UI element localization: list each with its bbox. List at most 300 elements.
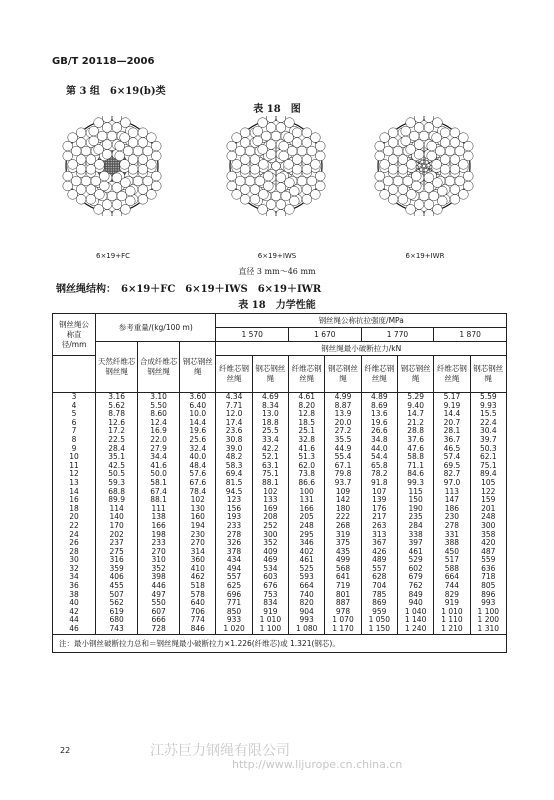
header-steel-core: 钢芯钢丝绳: [180, 342, 216, 393]
diameter-cell: 22: [53, 522, 96, 531]
value-cell: 278: [216, 531, 252, 540]
value-cell: 233: [216, 522, 252, 531]
value-cell: 743: [96, 625, 138, 634]
value-cell: 628: [361, 573, 397, 582]
value-cell: 275: [96, 548, 138, 557]
value-cell: 67.6: [180, 479, 216, 488]
value-cell: 248: [470, 513, 506, 522]
value-cell: 331: [434, 531, 470, 540]
value-cell: 378: [216, 548, 252, 557]
value-cell: 16.9: [138, 427, 180, 436]
value-cell: 52.1: [252, 453, 288, 462]
value-cell: 94.5: [216, 488, 252, 497]
value-cell: 4.34: [216, 393, 252, 402]
value-cell: 4.69: [252, 393, 288, 402]
value-cell: 849: [397, 591, 433, 600]
value-cell: 846: [180, 625, 216, 634]
value-cell: 801: [325, 591, 361, 600]
value-cell: 46.5: [434, 445, 470, 454]
value-cell: 704: [361, 582, 397, 591]
value-cell: 68.8: [96, 488, 138, 497]
value-cell: 744: [434, 582, 470, 591]
value-cell: 44.0: [361, 445, 397, 454]
value-cell: 170: [96, 522, 138, 531]
value-cell: 1 110: [434, 616, 470, 625]
value-cell: 105: [470, 479, 506, 488]
value-cell: 51.3: [289, 453, 325, 462]
value-cell: 719: [325, 582, 361, 591]
diameter-cell: 13: [53, 479, 96, 488]
value-cell: 284: [397, 522, 433, 531]
value-cell: 78.2: [361, 470, 397, 479]
value-cell: 13.0: [252, 410, 288, 419]
value-cell: 3.10: [138, 393, 180, 402]
value-cell: 208: [252, 513, 288, 522]
value-cell: 402: [289, 548, 325, 557]
value-cell: 6.40: [180, 402, 216, 411]
value-cell: 313: [361, 531, 397, 540]
value-cell: 829: [434, 591, 470, 600]
value-cell: 111: [138, 505, 180, 514]
value-cell: 8.34: [252, 402, 288, 411]
value-cell: 69.4: [216, 470, 252, 479]
value-cell: 15.5: [470, 410, 506, 419]
value-cell: 8.78: [96, 410, 138, 419]
value-cell: 58.1: [138, 479, 180, 488]
value-cell: 205: [289, 513, 325, 522]
value-cell: 5.62: [96, 402, 138, 411]
figure-title: 表 18 图: [253, 104, 301, 115]
grade-1670: 1 670: [289, 328, 362, 342]
value-cell: 940: [397, 599, 433, 608]
value-cell: 180: [325, 505, 361, 514]
value-cell: 58.3: [216, 462, 252, 471]
value-cell: 679: [397, 573, 433, 582]
value-cell: 230: [434, 513, 470, 522]
value-cell: 959: [361, 608, 397, 617]
rope-structure: 钢丝绳结构： 6×19＋FC 6×19＋IWS 6×19＋IWR: [56, 284, 322, 295]
rope-cross-section-iws: [226, 116, 326, 216]
value-cell: 820: [289, 599, 325, 608]
value-cell: 17.2: [96, 427, 138, 436]
value-cell: 42.5: [96, 462, 138, 471]
value-cell: 25.6: [180, 436, 216, 445]
value-cell: 603: [252, 573, 288, 582]
value-cell: 446: [138, 582, 180, 591]
value-cell: 123: [216, 496, 252, 505]
value-cell: 619: [96, 608, 138, 617]
value-cell: 21.2: [397, 419, 433, 428]
value-cell: 12.8: [289, 410, 325, 419]
value-cell: 248: [289, 522, 325, 531]
value-cell: 99.3: [397, 479, 433, 488]
value-cell: 71.1: [397, 462, 433, 471]
value-cell: 50.3: [470, 445, 506, 454]
value-cell: 559: [470, 556, 506, 565]
value-cell: 640: [180, 599, 216, 608]
value-cell: 55.4: [325, 453, 361, 462]
value-cell: 97.0: [434, 479, 470, 488]
standard-number: GB/T 20118—2006: [52, 56, 155, 67]
value-cell: 263: [361, 522, 397, 531]
value-cell: 740: [289, 591, 325, 600]
value-cell: 785: [361, 591, 397, 600]
value-cell: 499: [325, 556, 361, 565]
value-cell: 494: [216, 565, 252, 574]
value-cell: 79.8: [325, 470, 361, 479]
value-cell: 5.17: [434, 393, 470, 402]
value-cell: 114: [96, 505, 138, 514]
value-cell: 295: [289, 531, 325, 540]
value-cell: 869: [361, 599, 397, 608]
value-cell: 367: [361, 539, 397, 548]
value-cell: 270: [138, 548, 180, 557]
table-title: 表 18 力学性能: [238, 300, 316, 311]
value-cell: 100: [289, 488, 325, 497]
value-cell: 138: [138, 513, 180, 522]
value-cell: 14.4: [434, 410, 470, 419]
value-cell: 32.8: [289, 436, 325, 445]
value-cell: 102: [252, 488, 288, 497]
sub-steel: 钢芯钢丝绳: [397, 356, 433, 393]
rope-cross-section-iwr: [374, 116, 474, 216]
mechanical-properties-table: [52, 313, 507, 653]
value-cell: 41.6: [138, 462, 180, 471]
value-cell: 3.60: [180, 393, 216, 402]
value-cell: 352: [252, 539, 288, 548]
value-cell: 22.0: [138, 436, 180, 445]
value-cell: 919: [434, 599, 470, 608]
value-cell: 193: [216, 513, 252, 522]
rope-cross-section-fc: [62, 116, 162, 216]
value-cell: 461: [397, 548, 433, 557]
value-cell: 525: [289, 565, 325, 574]
value-cell: 59.3: [96, 479, 138, 488]
value-cell: 93.7: [325, 479, 361, 488]
value-cell: 641: [325, 573, 361, 582]
value-cell: 202: [96, 531, 138, 540]
value-cell: 50.0: [138, 470, 180, 479]
header-natural-fiber: 天然纤维芯钢丝绳: [96, 342, 138, 393]
value-cell: 4.89: [361, 393, 397, 402]
value-cell: 169: [252, 505, 288, 514]
value-cell: 28.1: [434, 427, 470, 436]
value-cell: 34.4: [138, 453, 180, 462]
value-cell: 35.1: [96, 453, 138, 462]
diameter-cell: 8: [53, 436, 96, 445]
diameter-cell: 6: [53, 419, 96, 428]
watermark-url: http://www.lijurope.cn.china.cn: [232, 758, 403, 771]
value-cell: 904: [289, 608, 325, 617]
value-cell: 300: [470, 522, 506, 531]
value-cell: 517: [434, 556, 470, 565]
sub-fiber: 纤维芯钢丝绳: [434, 356, 470, 393]
value-cell: 5.50: [138, 402, 180, 411]
value-cell: 186: [434, 505, 470, 514]
value-cell: 1 210: [434, 625, 470, 634]
value-cell: 588: [434, 565, 470, 574]
value-cell: 1 050: [361, 616, 397, 625]
value-cell: 81.5: [216, 479, 252, 488]
sub-steel: 钢芯钢丝绳: [325, 356, 361, 393]
value-cell: 993: [470, 599, 506, 608]
value-cell: 664: [289, 582, 325, 591]
value-cell: 314: [180, 548, 216, 557]
value-cell: 65.8: [361, 462, 397, 471]
value-cell: 978: [325, 608, 361, 617]
value-cell: 89.9: [96, 496, 138, 505]
value-cell: 25.5: [252, 427, 288, 436]
header-breaking-force: 钢丝绳最小破断拉力/kN: [216, 342, 507, 356]
value-cell: 5.29: [397, 393, 433, 402]
value-cell: 63.1: [252, 462, 288, 471]
value-cell: 147: [434, 496, 470, 505]
diameter-cell: 10: [53, 453, 96, 462]
diameter-cell: 7: [53, 427, 96, 436]
value-cell: 27.9: [138, 445, 180, 454]
value-cell: 18.5: [289, 419, 325, 428]
value-cell: 834: [252, 599, 288, 608]
value-cell: 73.8: [289, 470, 325, 479]
value-cell: 728: [138, 625, 180, 634]
value-cell: 435: [325, 548, 361, 557]
value-cell: 39.7: [470, 436, 506, 445]
diameter-cell: 36: [53, 582, 96, 591]
diameter-cell: 38: [53, 591, 96, 600]
value-cell: 568: [325, 565, 361, 574]
value-cell: 1 100: [470, 608, 506, 617]
diameter-cell: 32: [53, 565, 96, 574]
value-cell: 32.4: [180, 445, 216, 454]
value-cell: 666: [138, 616, 180, 625]
watermark-company: 江苏巨力钢绳有限公司: [150, 743, 290, 759]
value-cell: 198: [138, 531, 180, 540]
value-cell: 30.4: [470, 427, 506, 436]
table-row: [53, 625, 507, 634]
value-cell: 676: [252, 582, 288, 591]
grade-1770: 1 770: [361, 328, 434, 342]
value-cell: 84.6: [397, 470, 433, 479]
value-cell: 22.4: [470, 419, 506, 428]
value-cell: 338: [397, 531, 433, 540]
value-cell: 176: [361, 505, 397, 514]
diameter-cell: 24: [53, 531, 96, 540]
value-cell: 217: [361, 513, 397, 522]
value-cell: 30.8: [216, 436, 252, 445]
value-cell: 160: [180, 513, 216, 522]
value-cell: 201: [470, 505, 506, 514]
value-cell: 12.4: [138, 419, 180, 428]
value-cell: 664: [434, 573, 470, 582]
value-cell: 37.6: [397, 436, 433, 445]
value-cell: 358: [470, 531, 506, 540]
value-cell: 25.1: [289, 427, 325, 436]
value-cell: 67.1: [325, 462, 361, 471]
header-grade: 钢丝绳公称抗拉强度/MPa: [216, 314, 507, 328]
value-cell: 607: [138, 608, 180, 617]
value-cell: 518: [180, 582, 216, 591]
value-cell: 62.1: [470, 453, 506, 462]
value-cell: 69.5: [434, 462, 470, 471]
value-cell: 42.2: [252, 445, 288, 454]
value-cell: 91.8: [361, 479, 397, 488]
value-cell: 753: [252, 591, 288, 600]
value-cell: 326: [216, 539, 252, 548]
value-cell: 18.8: [252, 419, 288, 428]
value-cell: 680: [96, 616, 138, 625]
value-cell: 1 010: [434, 608, 470, 617]
value-cell: 27.2: [325, 427, 361, 436]
value-cell: 48.2: [216, 453, 252, 462]
diameter-cell: 34: [53, 573, 96, 582]
value-cell: 26.6: [361, 427, 397, 436]
value-cell: 270: [180, 539, 216, 548]
value-cell: 578: [180, 591, 216, 600]
diameter-cell: 5: [53, 410, 96, 419]
diameter-cell: 9: [53, 445, 96, 454]
value-cell: 557: [216, 573, 252, 582]
value-cell: 8.20: [289, 402, 325, 411]
value-cell: 142: [325, 496, 361, 505]
diameter-cell: 11: [53, 462, 96, 471]
value-cell: 1 080: [289, 625, 325, 634]
header-weight: 参考重量/(kg/100 m): [96, 314, 216, 342]
value-cell: 346: [289, 539, 325, 548]
value-cell: 1 020: [216, 625, 252, 634]
value-cell: 359: [96, 565, 138, 574]
value-cell: 222: [325, 513, 361, 522]
value-cell: 316: [96, 556, 138, 565]
value-cell: 86.6: [289, 479, 325, 488]
value-cell: 993: [289, 616, 325, 625]
value-cell: 887: [325, 599, 361, 608]
value-cell: 398: [138, 573, 180, 582]
value-cell: 455: [96, 582, 138, 591]
value-cell: 3.16: [96, 393, 138, 402]
value-cell: 22.5: [96, 436, 138, 445]
diameter-cell: 42: [53, 608, 96, 617]
value-cell: 57.6: [180, 470, 216, 479]
sub-fiber: 纤维芯钢丝绳: [361, 356, 397, 393]
table-note: 注：最小钢丝破断拉力总和＝钢丝绳最小破断拉力×1.226(纤维芯)或 1.321(钢芯)。: [53, 634, 507, 652]
value-cell: 235: [397, 513, 433, 522]
value-cell: 1 170: [325, 625, 361, 634]
page-number: 22: [60, 746, 71, 755]
value-cell: 14.4: [180, 419, 216, 428]
value-cell: 17.4: [216, 419, 252, 428]
value-cell: 133: [252, 496, 288, 505]
value-cell: 36.7: [434, 436, 470, 445]
value-cell: 150: [397, 496, 433, 505]
value-cell: 7.71: [216, 402, 252, 411]
value-cell: 450: [434, 548, 470, 557]
table-body: [53, 393, 507, 635]
value-cell: 78.4: [180, 488, 216, 497]
figure-caption-iwr: 6×19+IWR: [405, 252, 445, 260]
diameter-cell: 26: [53, 539, 96, 548]
value-cell: 1 200: [470, 616, 506, 625]
diameter-cell: 14: [53, 488, 96, 497]
value-cell: 33.4: [252, 436, 288, 445]
value-cell: 562: [96, 599, 138, 608]
value-cell: 8.60: [138, 410, 180, 419]
header-synthetic-fiber: 合成纤维芯钢丝绳: [138, 342, 180, 393]
value-cell: 410: [180, 565, 216, 574]
value-cell: 497: [138, 591, 180, 600]
value-cell: 58.8: [397, 453, 433, 462]
value-cell: 5.59: [470, 393, 506, 402]
value-cell: 67.4: [138, 488, 180, 497]
value-cell: 461: [289, 556, 325, 565]
value-cell: 933: [216, 616, 252, 625]
sub-fiber: 纤维芯钢丝绳: [216, 356, 252, 393]
value-cell: 14.7: [397, 410, 433, 419]
value-cell: 406: [96, 573, 138, 582]
diameter-cell: 12: [53, 470, 96, 479]
value-cell: 9.93: [470, 402, 506, 411]
figure-caption-iws: 6×19+IWS: [257, 252, 297, 260]
value-cell: 88.1: [138, 496, 180, 505]
value-cell: 375: [325, 539, 361, 548]
value-cell: 131: [289, 496, 325, 505]
value-cell: 696: [216, 591, 252, 600]
value-cell: 230: [180, 531, 216, 540]
value-cell: 352: [138, 565, 180, 574]
diameter-cell: 46: [53, 625, 96, 634]
value-cell: 268: [325, 522, 361, 531]
value-cell: 774: [180, 616, 216, 625]
diameter-cell: 4: [53, 402, 96, 411]
value-cell: 388: [434, 539, 470, 548]
value-cell: 39.0: [216, 445, 252, 454]
value-cell: 426: [361, 548, 397, 557]
diameter-cell: 3: [53, 393, 96, 402]
value-cell: 122: [470, 488, 506, 497]
value-cell: 82.7: [434, 470, 470, 479]
value-cell: 397: [397, 539, 433, 548]
value-cell: 434: [216, 556, 252, 565]
value-cell: 469: [252, 556, 288, 565]
value-cell: 40.0: [180, 453, 216, 462]
value-cell: 300: [252, 531, 288, 540]
value-cell: 919: [252, 608, 288, 617]
value-cell: 762: [397, 582, 433, 591]
diameter-cell: 28: [53, 548, 96, 557]
value-cell: 252: [252, 522, 288, 531]
value-cell: 4.99: [325, 393, 361, 402]
value-cell: 13.9: [325, 410, 361, 419]
value-cell: 10.0: [180, 410, 216, 419]
value-cell: 507: [96, 591, 138, 600]
value-cell: 12.0: [216, 410, 252, 419]
value-cell: 489: [361, 556, 397, 565]
value-cell: 28.4: [96, 445, 138, 454]
value-cell: 706: [180, 608, 216, 617]
sub-fiber: 纤维芯钢丝绳: [289, 356, 325, 393]
value-cell: 1 010: [252, 616, 288, 625]
diameter-cell: 16: [53, 496, 96, 505]
value-cell: 102: [180, 496, 216, 505]
value-cell: 1 240: [397, 625, 433, 634]
value-cell: 47.6: [397, 445, 433, 454]
value-cell: 28.8: [397, 427, 433, 436]
value-cell: 1 150: [361, 625, 397, 634]
value-cell: 8.69: [361, 402, 397, 411]
value-cell: 1 140: [397, 616, 433, 625]
value-cell: 896: [470, 591, 506, 600]
value-cell: 113: [434, 488, 470, 497]
figure-caption-fc: 6×19+FC: [95, 252, 130, 260]
